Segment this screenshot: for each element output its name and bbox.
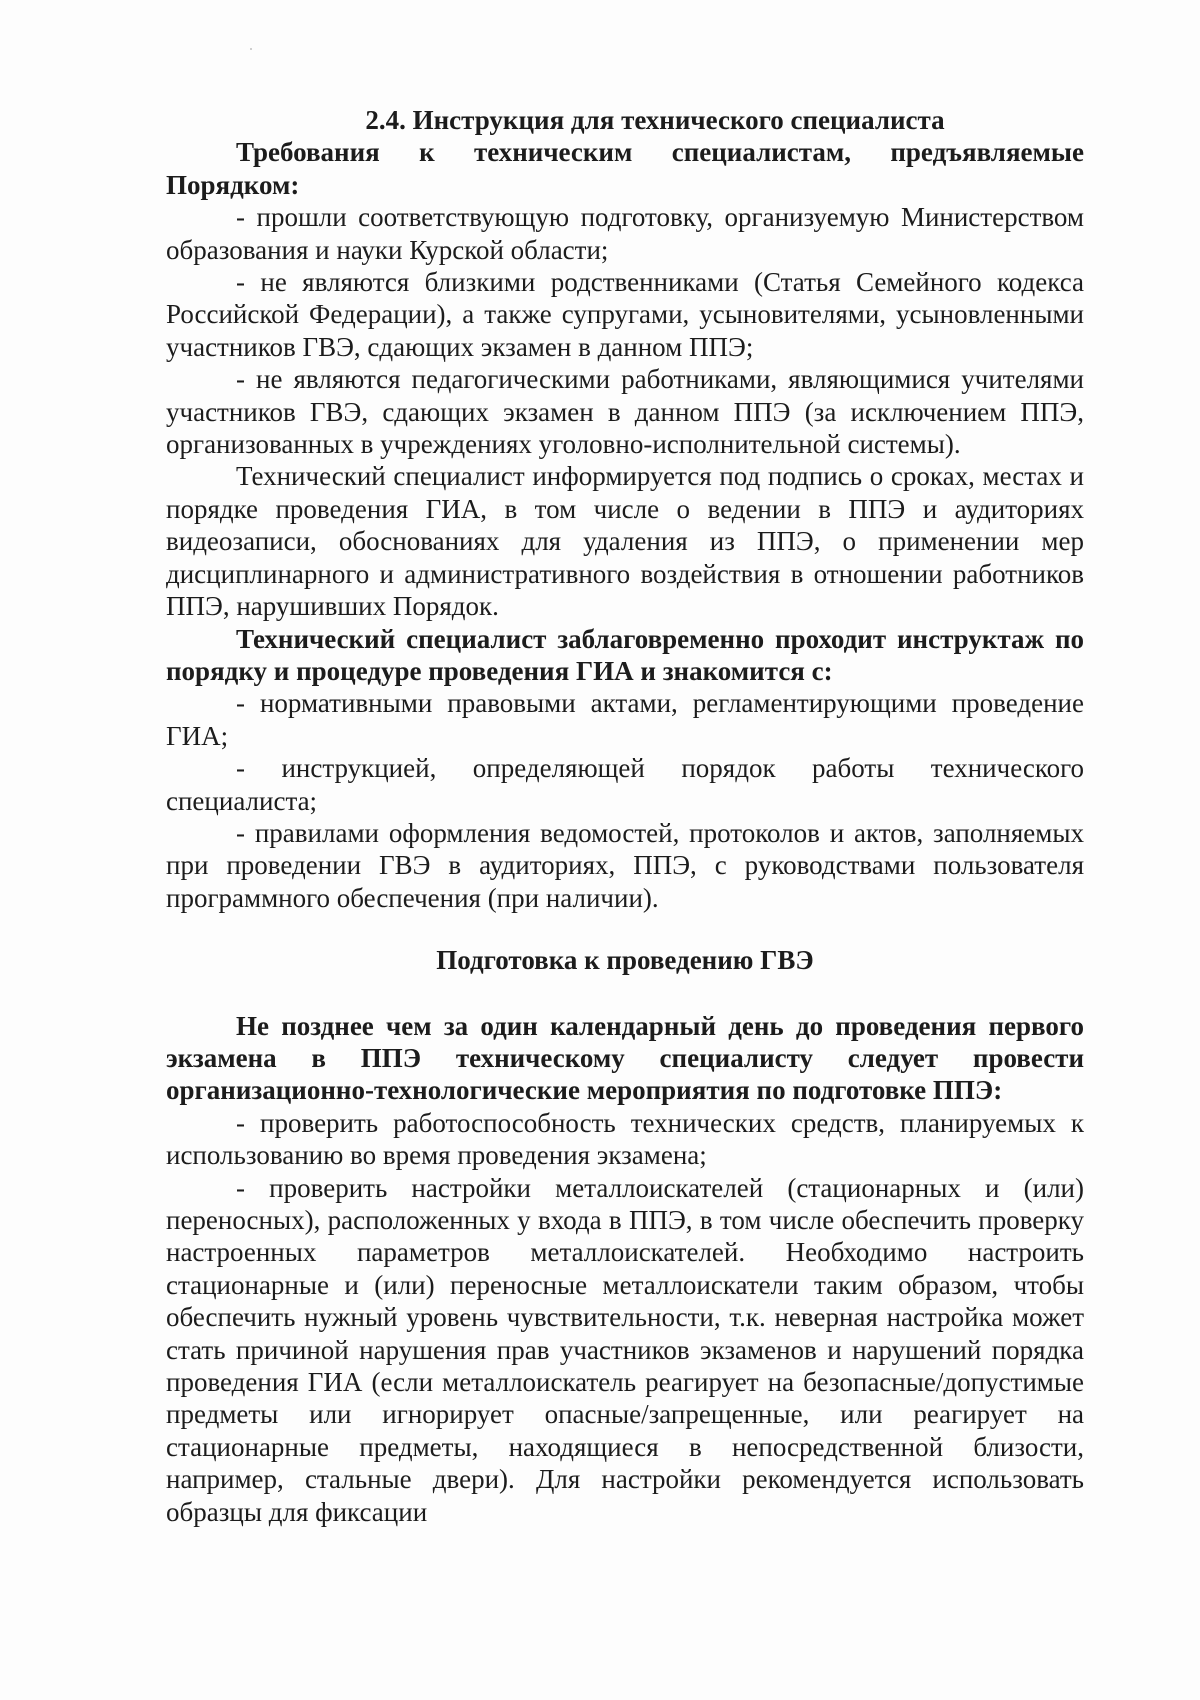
requirement-item: - не являются близкими родственниками (Статья Семейного кодекса Российской Федерации), а также супругами, усыновителями, усыновленными участников ГВЭ, сдающих экзамен в данном ППЭ; [166, 267, 1084, 362]
briefing-item: - инструкцией, определяющей порядок работы технического специалиста; [166, 753, 1084, 816]
preparation-heading: Не позднее чем за один календарный день до проведения первого экзамена в ППЭ техническому специалисту следует провести организационно-технологические мероприятия по подготовке ППЭ: [166, 1010, 1084, 1106]
briefing-heading: Технический специалист заблаговременно проходит инструктаж по порядку и процедуре проведения ГИА и знакомится с: [166, 623, 1084, 686]
briefing-item: - правилами оформления ведомостей, протоколов и актов, заполняемых при проведении ГВЭ в аудиториях, ППЭ, с руководствами пользователя программного обеспечения (при наличии). [166, 817, 1084, 913]
requirement-item: - не являются педагогическими работниками, являющимися учителями участников ГВЭ, сдающих экзамен в данном ППЭ (за исключением ППЭ, организованных в учреждениях уголовно-исполнительной системы). [166, 364, 1084, 460]
section-title: 2.4. Инструкция для технического специалиста [365, 105, 945, 135]
preparation-item: - проверить работоспособность технических средств, планируемых к использованию во время проведения экзамена; [166, 1107, 1084, 1171]
requirement-item: - прошли соответствующую подготовку, организуемую Министерством образования и науки Курской области; [166, 202, 1084, 265]
body-paragraph: Технический специалист информируется под подпись о сроках, местах и порядке проведения ГИА, в том числе о ведении в ППЭ и аудиториях видеозаписи, обоснованиях для удаления из ППЭ, о применении мер дисциплинарного и административного воздействия в отношении работников ППЭ, нарушивших Порядок. [166, 461, 1084, 622]
preparation-item: - проверить настройки металлоискателей (стационарных и (или) переносных), расположенных у входа в ППЭ, в том числе обеспечить проверку настроенных параметров металлоискателей. Необходимо настроить стационарные и (или) переносные металлоискатели таким образом, чтобы обеспечить нужный уровень чувствительности, т.к. неверная настройка может стать причиной нарушения прав участников экзаменов и нарушений порядка проведения ГИА (если металлоискатель реагирует на безопасные/допустимые предметы или игнорирует опасные/запрещенные, или реагирует на стационарные предметы, находящиеся в непосредственной близости, например, стальные двери). Для настройки рекомендуется использовать образцы для фиксации [166, 1172, 1084, 1527]
requirements-heading: Требования к техническим специалистам, предъявляемые Порядком: [166, 137, 1084, 200]
briefing-item: - нормативными правовыми актами, регламентирующими проведение ГИА; [166, 688, 1084, 751]
document-body [166, 104, 1084, 1528]
subsection-title: Подготовка к проведению ГВЭ [436, 945, 814, 976]
scan-speck [250, 48, 252, 50]
